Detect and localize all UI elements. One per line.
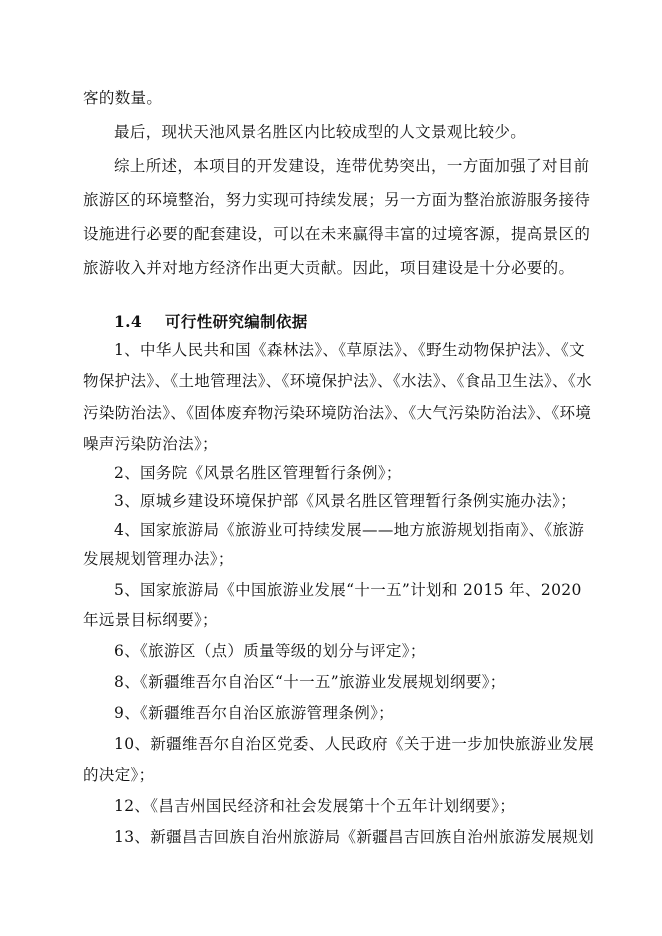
basis-line: 12、《昌吉州国民经济和社会发展第十个五年计划纲要》； bbox=[114, 797, 516, 815]
basis-line: 8、《新疆维吾尔自治区“十一五”旅游业发展规划纲要》； bbox=[114, 673, 506, 691]
basis-line: 的决定》； bbox=[83, 766, 155, 784]
paragraph-line: 综上所述，本项目的开发建设，连带优势突出，一方面加强了对目前 bbox=[114, 157, 590, 175]
basis-line: 3、原城乡建设环境保护部《风景名胜区管理暂行条例实施办法》； bbox=[114, 492, 577, 510]
basis-line: 物保护法》、《土地管理法》、《环境保护法》、《水法》、《食品卫生法》、《水 bbox=[83, 372, 592, 390]
basis-line: 年远景目标纲要》； bbox=[83, 611, 218, 629]
paragraph-line: 客的数量。 bbox=[83, 89, 163, 107]
basis-line: 4、国家旅游局《旅游业可持续发展——地方旅游规划指南》、《旅游 bbox=[114, 521, 585, 539]
basis-line: 污染防治法》、《固体废弃物污染环境防治法》、《大气污染防治法》、《环境 bbox=[83, 404, 592, 422]
section-heading: 1.4 可行性研究编制依据 bbox=[114, 312, 308, 331]
basis-line: 13、新疆昌吉回族自治州旅游局《新疆昌吉回族自治州旅游发展规划 bbox=[114, 828, 595, 846]
paragraph-line: 旅游区的环境整治，努力实现可持续发展；另一方面为整治旅游服务接待 bbox=[83, 191, 591, 209]
basis-line: 发展规划管理办法》； bbox=[83, 550, 234, 568]
basis-line: 9、《新疆维吾尔自治区旅游管理条例》； bbox=[114, 704, 395, 722]
paragraph-line: 最后，现状天池风景名胜区内比较成型的人文景观比较少。 bbox=[114, 123, 527, 141]
basis-line: 噪声污染防治法》； bbox=[83, 435, 218, 453]
basis-line: 5、国家旅游局《中国旅游业发展“十一五”计划和 2015 年、2020 bbox=[114, 581, 582, 599]
basis-line: 2、国务院《风景名胜区管理暂行条例》； bbox=[114, 464, 402, 482]
paragraph-line: 设施进行必要的配套建设，可以在未来赢得丰富的过境客源，提高景区的 bbox=[83, 225, 591, 243]
basis-line: 6、《旅游区（点）质量等级的划分与评定》； bbox=[114, 642, 426, 660]
basis-line: 1、中华人民共和国《森林法》、《草原法》、《野生动物保护法》、《文 bbox=[114, 341, 585, 359]
paragraph-line: 旅游收入并对地方经济作出更大贡献。因此，项目建设是十分必要的。 bbox=[83, 259, 575, 277]
basis-line: 10、新疆维吾尔自治区党委、人民政府《关于进一步加快旅游业发展 bbox=[114, 735, 595, 753]
